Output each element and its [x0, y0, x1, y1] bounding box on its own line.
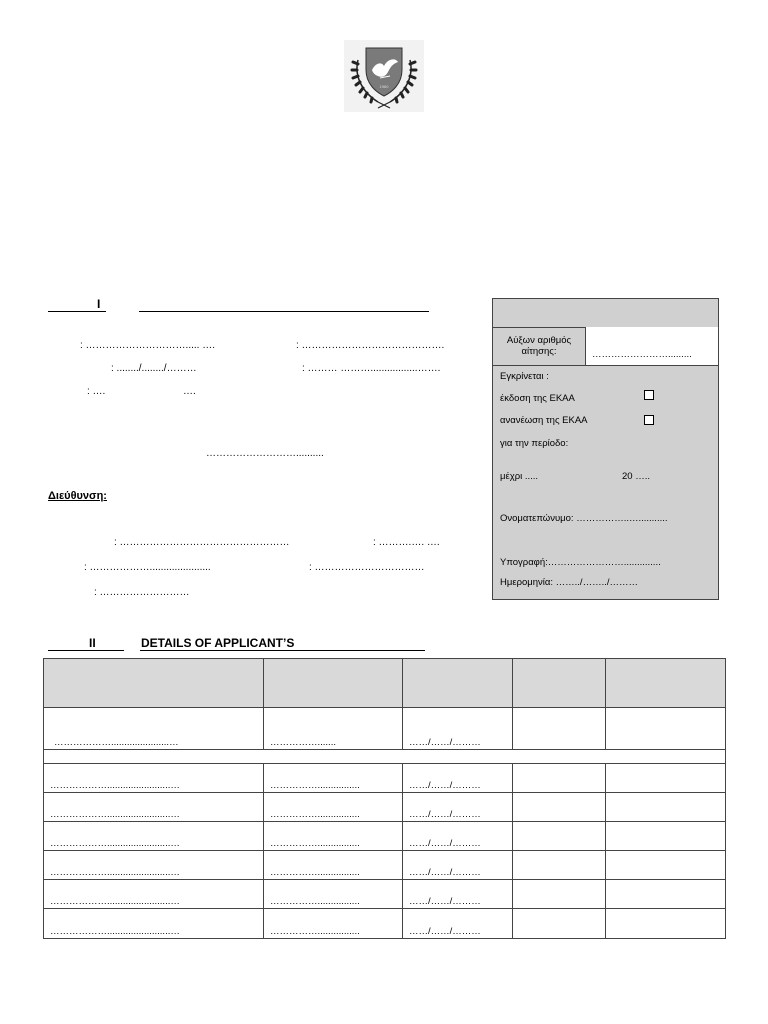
table-cell[interactable]: ……………................ — [264, 880, 403, 909]
address-label: Διεύθυνση: — [48, 490, 107, 502]
field-row1-left[interactable]: : …………………………..... …. — [80, 340, 216, 351]
coat-of-arms-emblem — [344, 40, 424, 112]
field-row3-mid[interactable]: …. — [183, 386, 196, 397]
table-cell[interactable]: ………………........................… — [44, 880, 264, 909]
table-row — [44, 793, 726, 822]
fullname-field[interactable]: Ονοματεπώνυμο: ……………..…........... — [500, 513, 668, 524]
field-row3-left[interactable]: : …. — [87, 386, 106, 397]
table-cell[interactable]: ……………................ — [264, 822, 403, 851]
table-row — [44, 909, 726, 939]
table-header-cell — [513, 659, 606, 708]
table-header-row — [44, 659, 726, 708]
table-cell[interactable] — [606, 764, 726, 793]
table-cell[interactable] — [513, 708, 606, 750]
application-number-field[interactable] — [586, 327, 718, 365]
table-cell[interactable]: ……………................ — [264, 851, 403, 880]
section1-title-underline — [139, 297, 429, 312]
table-row — [44, 851, 726, 880]
table-cell[interactable] — [606, 708, 726, 750]
table-cell[interactable]: ……………....... — [264, 708, 403, 750]
field-row5-left[interactable]: : …………………………………………… — [114, 537, 290, 548]
table-cell[interactable]: ……………................ — [264, 764, 403, 793]
issue-checkbox[interactable] — [644, 390, 654, 400]
table-cell[interactable]: ……/……/……… — [403, 708, 513, 750]
table-cell[interactable]: ……………................ — [264, 909, 403, 939]
table-separator-row — [44, 750, 726, 764]
table-cell[interactable]: ………………........................… — [44, 822, 264, 851]
office-box-header — [493, 299, 718, 328]
field-row1-right[interactable]: : ……………………………………. — [296, 340, 445, 351]
section1-numeral: I — [97, 297, 101, 311]
table-cell[interactable] — [513, 764, 606, 793]
until-field[interactable]: μέχρι ..... — [500, 471, 539, 482]
table-header-cell — [44, 659, 264, 708]
table-cell[interactable]: ……/……/……… — [403, 822, 513, 851]
signature-field[interactable]: Υπογραφή:…………………….............. — [500, 557, 661, 568]
section2-title: DETAILS OF APPLICANT’S — [141, 636, 295, 650]
period-label: για την περίοδο: — [500, 438, 569, 449]
table-cell[interactable] — [606, 822, 726, 851]
svg-text:1960: 1960 — [379, 84, 389, 89]
office-use-box — [492, 298, 719, 600]
application-number-label: Αύξων αριθμός αίτησης: — [493, 327, 586, 365]
field-row2-left[interactable]: : ......../......../……… — [111, 363, 197, 374]
table-cell[interactable]: ………………........................… — [44, 793, 264, 822]
table-cell[interactable]: ………………......................… — [44, 708, 264, 750]
table-row — [44, 764, 726, 793]
field-row4-center[interactable]: ……………………….......... — [206, 448, 324, 459]
table-cell[interactable] — [606, 851, 726, 880]
application-number-value: ……………………......... — [592, 349, 692, 360]
table-cell[interactable]: ……/……/……… — [403, 880, 513, 909]
applicant-details-table — [43, 658, 726, 939]
field-row2-right[interactable]: : ……… ……….................……. — [302, 363, 441, 374]
table-cell[interactable] — [513, 909, 606, 939]
date-field[interactable]: Ημερομηνία: ……../……../……… — [500, 577, 638, 588]
table-separator — [44, 750, 726, 764]
field-row6-left[interactable]: : ………………...................... — [84, 562, 211, 573]
table-cell[interactable] — [513, 880, 606, 909]
table-cell[interactable]: ……………................ — [264, 793, 403, 822]
table-cell[interactable]: ………………........................… — [44, 764, 264, 793]
table-header-cell — [606, 659, 726, 708]
table-cell[interactable] — [513, 822, 606, 851]
field-row6-right[interactable]: : …………………………… — [309, 562, 425, 573]
table-cell[interactable]: ……/……/……… — [403, 793, 513, 822]
table-row — [44, 708, 726, 750]
table-row — [44, 822, 726, 851]
table-cell[interactable]: ………………........................… — [44, 909, 264, 939]
year-field[interactable]: 20 ….. — [622, 471, 650, 482]
table-header-cell — [403, 659, 513, 708]
application-number-row — [493, 327, 718, 366]
section2-numeral: II — [89, 636, 96, 650]
field-row7-left[interactable]: : ……………………… — [94, 587, 190, 598]
renew-label: ανανέωση της ΕΚΑΑ — [500, 415, 588, 426]
field-row5-right[interactable]: : ……….…. …. — [373, 537, 440, 548]
renew-checkbox[interactable] — [644, 415, 654, 425]
table-cell[interactable]: ……/……/……… — [403, 764, 513, 793]
table-header-cell — [264, 659, 403, 708]
table-row — [44, 880, 726, 909]
table-cell[interactable] — [513, 793, 606, 822]
table-cell[interactable]: ……/……/……… — [403, 909, 513, 939]
section2-number-underline — [48, 636, 124, 651]
table-cell[interactable]: ………………........................… — [44, 851, 264, 880]
table-cell[interactable]: ……/……/……… — [403, 851, 513, 880]
approved-label: Εγκρίνεται : — [500, 371, 549, 382]
table-cell[interactable] — [606, 880, 726, 909]
issue-label: έκδοση της ΕΚΑΑ — [500, 393, 575, 404]
table-cell[interactable] — [513, 851, 606, 880]
table-cell[interactable] — [606, 909, 726, 939]
table-cell[interactable] — [606, 793, 726, 822]
